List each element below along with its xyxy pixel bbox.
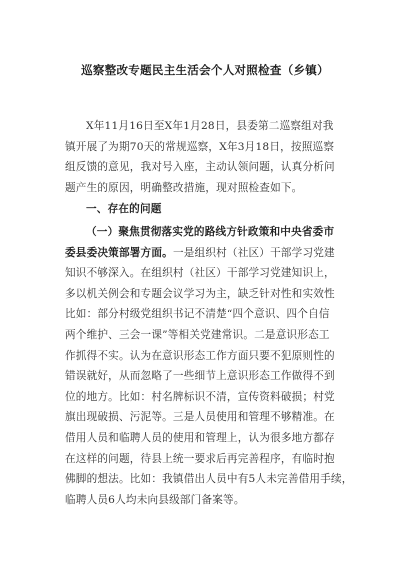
subsection-block <box>65 222 353 510</box>
subsection-heading-bold: 委县委决策部署方面。 <box>65 246 173 259</box>
body-line: 佛脚的想法。比如：我镇借出人员中有5人未完善借用手续， <box>65 473 353 486</box>
body-line: 借用人员和临聘人员的使用和管理上，认为很多地方都存 <box>65 431 335 444</box>
intro-paragraph <box>65 116 353 198</box>
body-line: 位的地方。比如：村名牌标识不清，宣传资料破损；村党 <box>65 390 335 403</box>
body-line: 作抓得不实。认为在意识形态工作方面只要不犯原则性的 <box>65 349 335 362</box>
section-heading <box>65 199 353 220</box>
intro-line: 组反馈的意见，我对号入座，主动认领问题，认真分析问 <box>65 161 335 174</box>
body-line: 错误就好，从而忽略了一些细节上意识形态工作做得不到 <box>65 370 335 383</box>
document-title: 巡察整改专题民主生活会个人对照检查（乡镇） <box>81 63 329 77</box>
subsection-heading-cont <box>65 243 353 264</box>
subsection-heading: （一）聚焦贯彻落实党的路线方针政策和中央省委市 <box>86 226 335 238</box>
intro-line: 题产生的原因，明确整改措施，现对照检查如下。 <box>65 181 303 194</box>
section-heading-text: 一、存在的问题 <box>86 203 162 215</box>
body-line: 比如：部分村级党组织书记不清楚“四个意识、四个自信 <box>65 308 330 321</box>
body-line: 多以机关例会和专题会议学习为主，缺乏针对性和实效性 <box>65 287 335 300</box>
body-line: 旗出现破损、污泥等。三是人员使用和管理不够精准。在 <box>65 411 335 424</box>
body-line: 在这样的问题，待县上统一要求后再完善程序，有临时抱 <box>65 452 335 465</box>
intro-line: X年11月16日至X年1月28日，县委第二巡察组对我 <box>86 120 334 132</box>
body-line: 知识不够深入。在组织村（社区）干部学习党建知识上， <box>65 267 335 280</box>
subsection-heading-rest: 一是组织村（社区）干部学习党建 <box>172 246 335 259</box>
body-line: 两个维护、三会一课”等相关党建常识。二是意识形态工 <box>65 328 330 341</box>
intro-line: 镇开展了为期70天的常规巡察，X年3月18日，按照巡察 <box>65 140 335 153</box>
body-line: 临聘人员6人均未向县级部门备案等。 <box>65 493 245 506</box>
